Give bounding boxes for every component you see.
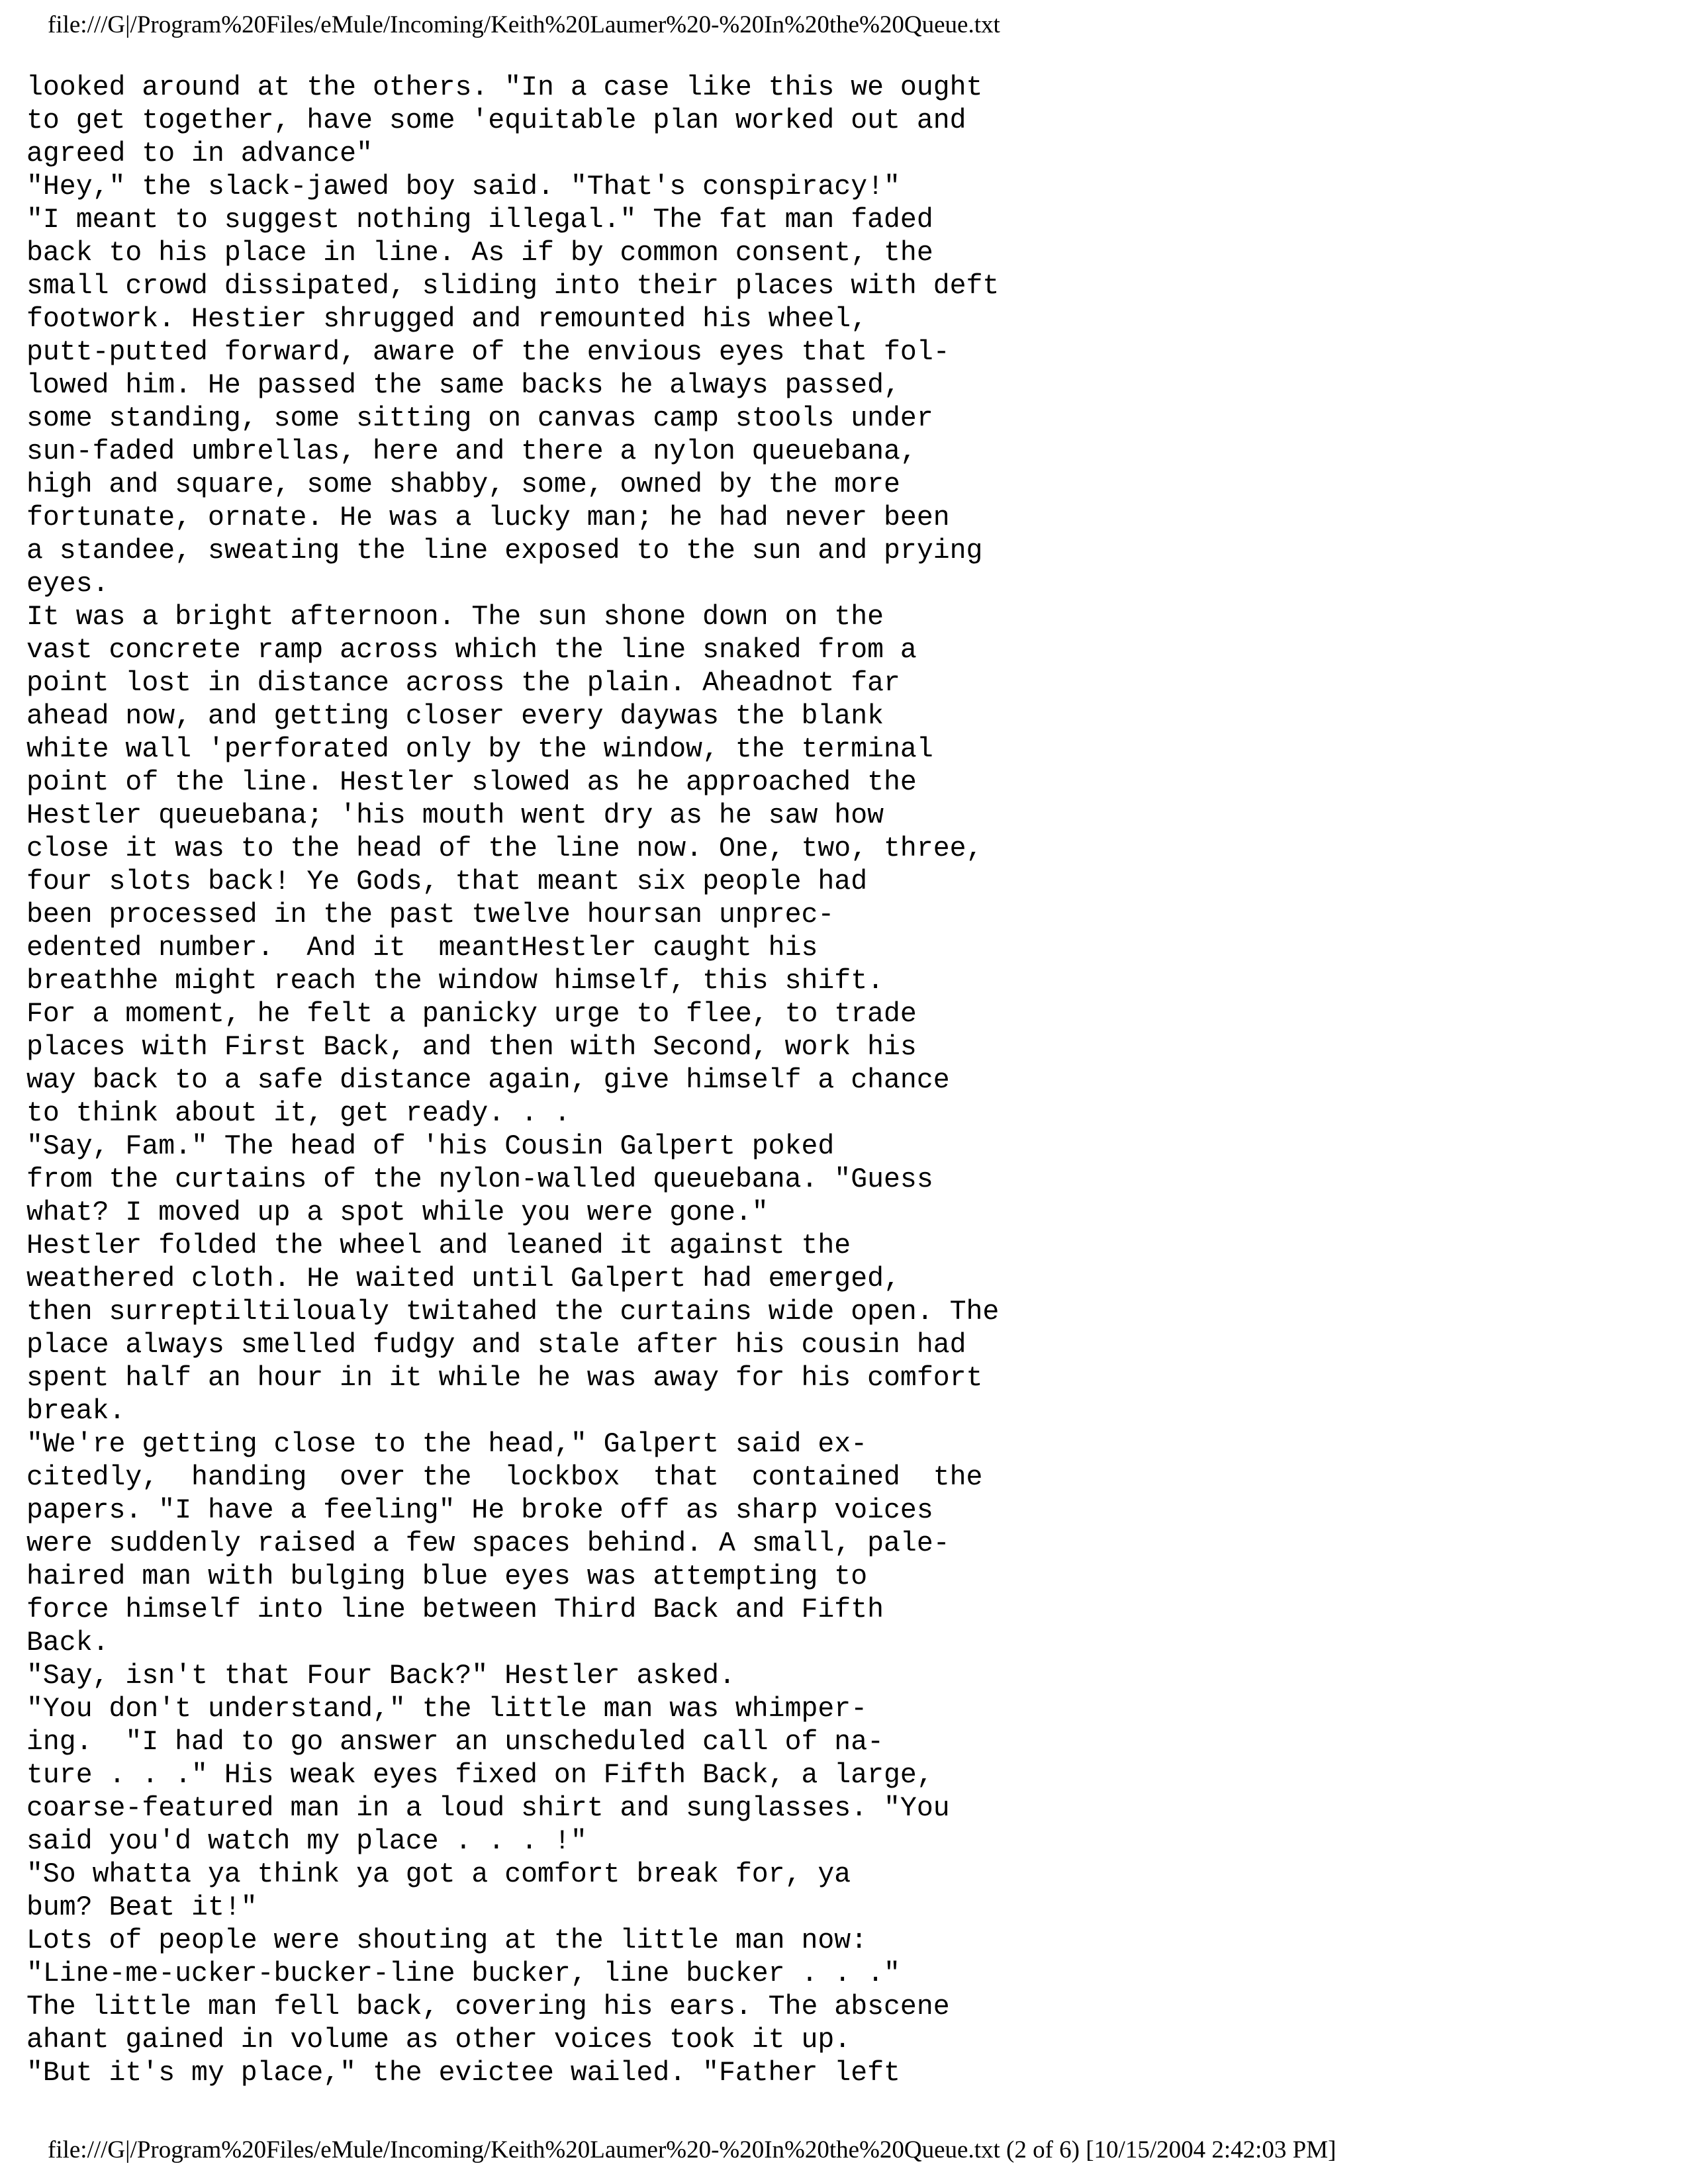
text-line: eyes. bbox=[26, 569, 109, 600]
text-line: force himself into line between Third Back and Fifth bbox=[26, 1594, 884, 1625]
text-line: footwork. Hestier shrugged and remounted his wheel, bbox=[26, 304, 868, 335]
text-line: way back to a safe distance again, give himself a chance bbox=[26, 1065, 950, 1096]
text-line: Hestler folded the wheel and leaned it against the bbox=[26, 1230, 851, 1261]
text-line: "I meant to suggest nothing illegal." The fat man faded bbox=[26, 205, 933, 236]
text-line: to get together, have some 'equitable plan worked out and bbox=[26, 105, 966, 136]
text-line: said you'd watch my place . . . !" bbox=[26, 1826, 587, 1857]
text-line: The little man fell back, covering his ears. The abscene bbox=[26, 1991, 950, 2023]
text-line: fortunate, ornate. He was a lucky man; he had never been bbox=[26, 502, 950, 533]
text-line: edented number. And it meantHestler caught his bbox=[26, 933, 818, 964]
text-line: places with First Back, and then with Second, work his bbox=[26, 1032, 917, 1063]
text-line: point of the line. Hestler slowed as he approached the bbox=[26, 767, 917, 798]
document-text-body bbox=[26, 71, 999, 2090]
text-line: "Line-me-ucker-bucker-line bucker, line bucker . . ." bbox=[26, 1958, 900, 1989]
text-line: putt-putted forward, aware of the envious eyes that fol- bbox=[26, 337, 950, 368]
text-line: were suddenly raised a few spaces behind. A small, pale- bbox=[26, 1528, 950, 1559]
text-line: Hestler queuebana; 'his mouth went dry as he saw how bbox=[26, 800, 884, 831]
text-line: citedly, handing over the lockbox that contained the bbox=[26, 1462, 983, 1493]
text-line: high and square, some shabby, some, owned by the more bbox=[26, 469, 900, 500]
text-line: "We're getting close to the head," Galpert said ex- bbox=[26, 1429, 868, 1460]
text-line: from the curtains of the nylon-walled queuebana. "Guess bbox=[26, 1164, 933, 1195]
text-line: ing. "I had to go answer an unscheduled call of na- bbox=[26, 1727, 884, 1758]
text-line: haired man with bulging blue eyes was attempting to bbox=[26, 1561, 868, 1592]
text-line: been processed in the past twelve hoursan unprec- bbox=[26, 899, 835, 931]
text-line: place always smelled fudgy and stale after his cousin had bbox=[26, 1330, 966, 1361]
text-line: spent half an hour in it while he was away for his comfort bbox=[26, 1363, 983, 1394]
footer-file-path: file:///G|/Program%20Files/eMule/Incoming/Keith%20Laumer%20-%20In%20the%20Queue.txt (2 of 6) [10/15/2004 2:42:03 PM] bbox=[48, 2136, 1336, 2163]
text-line: to think about it, get ready. . . bbox=[26, 1098, 571, 1129]
text-line: then surreptiltiloualy twitahed the curtains wide open. The bbox=[26, 1297, 1000, 1328]
text-line: Back. bbox=[26, 1627, 109, 1659]
text-line: "You don't understand," the little man was whimper- bbox=[26, 1694, 868, 1725]
text-line: "So whatta ya think ya got a comfort break for, ya bbox=[26, 1859, 851, 1890]
text-line: close it was to the head of the line now. One, two, three, bbox=[26, 833, 983, 864]
text-line: sun-faded umbrellas, here and there a nylon queuebana, bbox=[26, 436, 917, 467]
text-line: ture . . ." His weak eyes fixed on Fifth Back, a large, bbox=[26, 1760, 933, 1791]
text-line: It was a bright afternoon. The sun shone down on the bbox=[26, 602, 884, 633]
text-line: break. bbox=[26, 1396, 126, 1427]
text-line: four slots back! Ye Gods, that meant six people had bbox=[26, 866, 868, 897]
text-line: "Say, isn't that Four Back?" Hestler asked. bbox=[26, 1661, 735, 1692]
text-line: "Say, Fam." The head of 'his Cousin Galpert poked bbox=[26, 1131, 835, 1162]
text-line: point lost in distance across the plain. Aheadnot far bbox=[26, 668, 900, 699]
text-line: breathhe might reach the window himself, this shift. bbox=[26, 966, 884, 997]
text-line: a standee, sweating the line exposed to the sun and prying bbox=[26, 535, 983, 567]
text-line: ahant gained in volume as other voices took it up. bbox=[26, 2025, 851, 2056]
text-line: Lots of people were shouting at the little man now: bbox=[26, 1925, 868, 1956]
text-line: "Hey," the slack-jawed boy said. "That's conspiracy!" bbox=[26, 171, 900, 203]
text-line: For a moment, he felt a panicky urge to flee, to trade bbox=[26, 999, 917, 1030]
text-line: lowed him. He passed the same backs he always passed, bbox=[26, 370, 900, 401]
text-line: bum? Beat it!" bbox=[26, 1892, 258, 1923]
text-line: vast concrete ramp across which the line snaked from a bbox=[26, 635, 917, 666]
text-line: ahead now, and getting closer every daywas the blank bbox=[26, 701, 884, 732]
text-line: coarse-featured man in a loud shirt and sunglasses. "You bbox=[26, 1793, 950, 1824]
text-line: back to his place in line. As if by common consent, the bbox=[26, 238, 933, 269]
text-line: "But it's my place," the evictee wailed. "Father left bbox=[26, 2058, 900, 2089]
text-line: looked around at the others. "In a case like this we ought bbox=[26, 72, 983, 103]
text-line: white wall 'perforated only by the window, the terminal bbox=[26, 734, 933, 765]
text-line: what? I moved up a spot while you were gone." bbox=[26, 1197, 769, 1228]
text-line: agreed to in advance" bbox=[26, 138, 373, 169]
text-line: weathered cloth. He waited until Galpert had emerged, bbox=[26, 1263, 900, 1295]
header-file-path: file:///G|/Program%20Files/eMule/Incoming/Keith%20Laumer%20-%20In%20the%20Queue.txt bbox=[48, 11, 1000, 38]
text-line: papers. "I have a feeling" He broke off as sharp voices bbox=[26, 1495, 933, 1526]
text-line: some standing, some sitting on canvas camp stools under bbox=[26, 403, 933, 434]
text-line: small crowd dissipated, sliding into their places with deft bbox=[26, 271, 1000, 302]
